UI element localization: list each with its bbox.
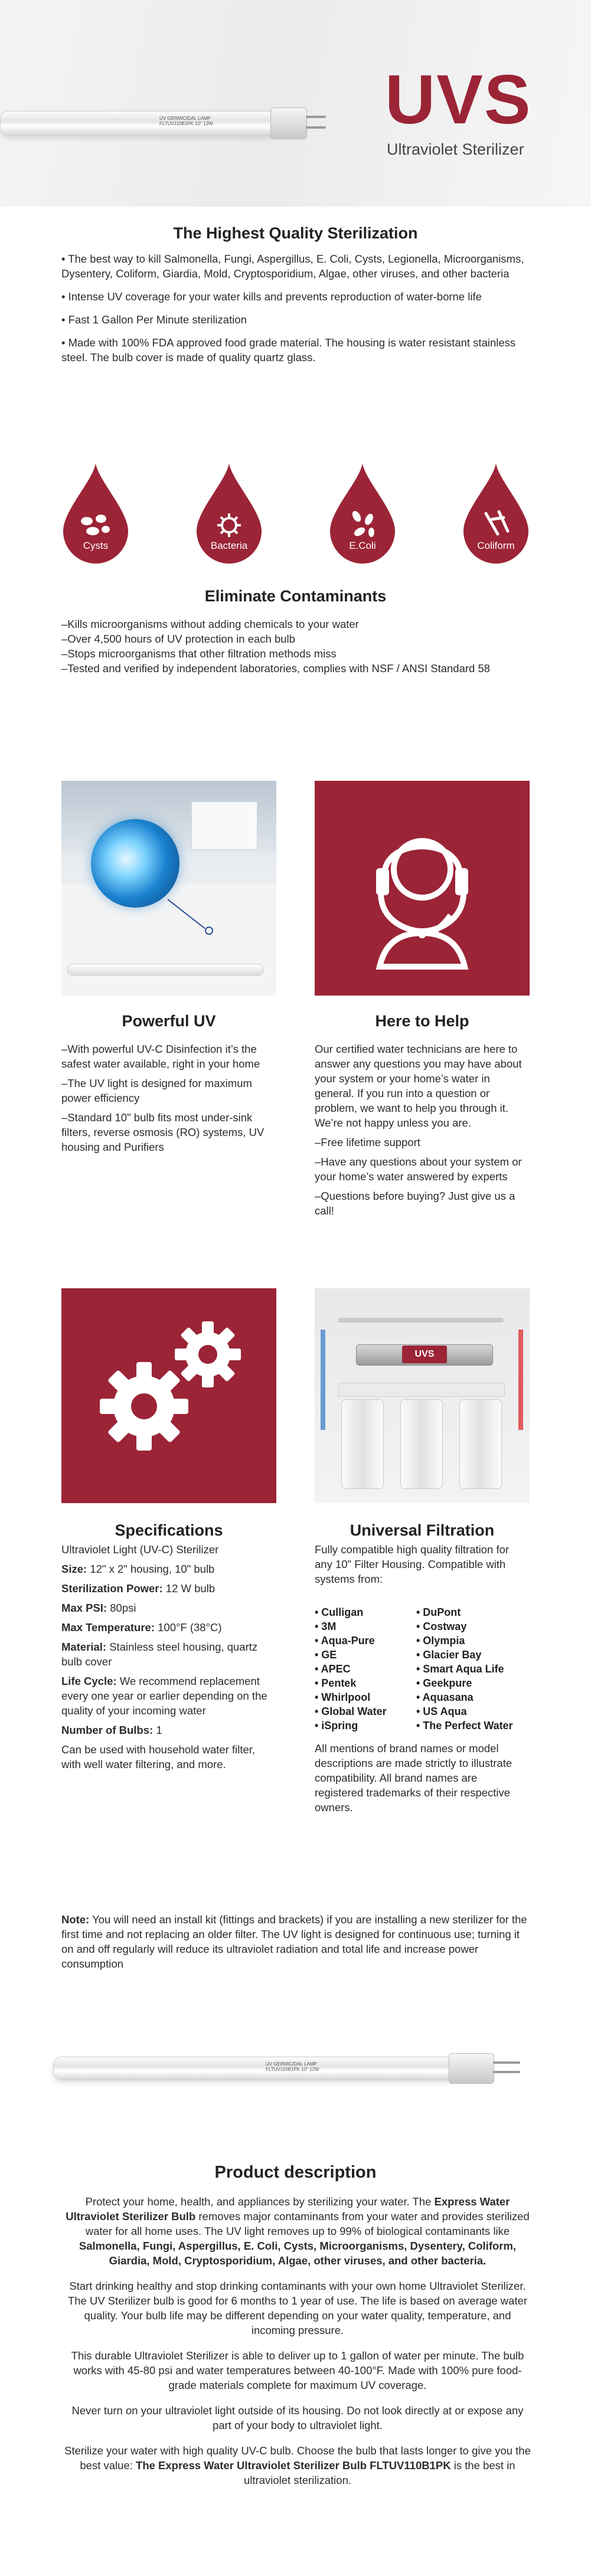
- coliform-drop: [463, 463, 528, 564]
- description-paragraph: Sterilize your water with high quality UV-C bulb. Choose the bulb that lasts longer to give you the best value: The Express Water Ultraviolet Sterilizer Bulb FLTUV110B1PK is the best in ultraviolet sterilization.: [64, 2444, 531, 2486]
- brand-item: • Smart Aqua Life: [416, 1663, 504, 1675]
- brand-item: • Olympia: [416, 1635, 465, 1647]
- here-to-help-image: [315, 781, 530, 996]
- note-text: You will need an install kit (fittings and brackets) if you are installing a new sterilizer for the first time and not replacing an older filter. The UV light is designed for continuous use; turning it on and off regularly will reduce its ultraviolet radiation and total life and increase power consumption: [61, 1913, 527, 1970]
- brand-item: • Culligan: [315, 1606, 364, 1618]
- brand-item: • Whirlpool: [315, 1691, 371, 1703]
- uv-light-lens: [91, 819, 179, 908]
- bulb-print-line-1: UV GERMICIDAL LAMP: [266, 2061, 317, 2067]
- bacteria-drop: [197, 463, 262, 564]
- logo-subtitle: Ultraviolet Sterilizer: [387, 140, 524, 158]
- gears-icon: [61, 1288, 276, 1503]
- help-line: –Free lifetime support: [315, 1136, 420, 1148]
- spec-psi: Max PSI: 80psi: [61, 1602, 136, 1614]
- powerful-line: –The UV light is designed for maximum power efficiency: [61, 1077, 252, 1104]
- brand-item: • iSpring: [315, 1720, 358, 1731]
- contaminant-line: –Tested and verified by independent laboratories, complies with NSF / ANSI Standard 58: [61, 662, 491, 675]
- brand-item: • Aquasana: [416, 1691, 474, 1703]
- specifications-image: [61, 1288, 276, 1503]
- help-line: Our certified water technicians are here to answer any questions you may have about your system or your home’s water in general. If you run into a question or problem, we want to help you through it. We’re not happy unless you are.: [315, 1043, 522, 1129]
- brand-item: • 3M: [315, 1621, 337, 1632]
- product-description-title: Product description: [214, 2163, 377, 2182]
- uv-bulb-image-2: [53, 2057, 525, 2079]
- contaminants-list: [61, 617, 522, 676]
- specifications-title: Specifications: [115, 1521, 223, 1539]
- brand-item: • US Aqua: [416, 1706, 467, 1717]
- powerful-uv-image: [61, 781, 276, 996]
- powerful-line: –Standard 10" bulb fits most under-sink filters, reverse osmosis (RO) systems, UV housing and Purifiers: [61, 1111, 265, 1153]
- brand-item: • Aqua-Pure: [315, 1635, 375, 1647]
- brand-disclaimer: All mentions of brand names or model descriptions are made strictly to illustrate compatibility. All brand names are registered trademarks of their respective owners.: [315, 1742, 512, 1814]
- ecoli-drop: [330, 463, 395, 564]
- filter-canister: [341, 1399, 384, 1489]
- universal-intro: Fully compatible high quality filtration for any 10" Filter Housing. Compatible with systems from:: [315, 1543, 510, 1585]
- universal-filtration-title: Universal Filtration: [350, 1521, 495, 1539]
- brand-item: • Global Water: [315, 1706, 387, 1717]
- uvs-logo: UVS: [385, 61, 532, 139]
- help-line: –Questions before buying? Just give us a call!: [315, 1190, 515, 1217]
- product-description: [61, 2194, 534, 2498]
- contaminant-line: –Over 4,500 hours of UV protection in each bulb: [61, 633, 295, 645]
- brand-item: • DuPont: [416, 1606, 461, 1618]
- install-note: [61, 1912, 534, 1971]
- spec-material: Material: Stainless steel housing, quartz bulb cover: [61, 1641, 258, 1668]
- uv-bulb-image: [0, 111, 328, 135]
- powerful-uv-title: Powerful UV: [122, 1012, 216, 1030]
- brand-item: • APEC: [315, 1663, 351, 1675]
- specifications-text: [61, 1542, 274, 1776]
- here-to-help-title: Here to Help: [375, 1012, 469, 1030]
- spec-bulbs: Number of Bulbs: 1: [61, 1724, 162, 1736]
- help-line: –Have any questions about your system or your home’s water answered by experts: [315, 1156, 522, 1183]
- contaminants-title: Eliminate Contaminants: [204, 587, 387, 605]
- bulb-print-line-2: FLTUV110B1PK 10" 12W: [266, 2067, 319, 2072]
- universal-filtration-image: [315, 1288, 530, 1503]
- cysts-drop: [63, 463, 128, 564]
- brand-item: • Costway: [416, 1621, 467, 1632]
- cysts-label: Cysts: [83, 540, 109, 551]
- here-to-help-text: [315, 1042, 530, 1223]
- quality-bullet: • Intense UV coverage for your water kills and prevents reproduction of water-borne life: [61, 290, 482, 303]
- spec-size: Size: 12" x 2" housing, 10" bulb: [61, 1563, 215, 1575]
- quality-bullet: • The best way to kill Salmonella, Fungi, Aspergillus, E. Coli, Cysts, Legionella, Microorganisms, Dysentery, Coliform, Giardia, Mold, Cryptosporidium, Algae, other viruses, and other bacteria: [61, 253, 524, 280]
- specs-footer: Can be used with household water filter, with well water filtering, and more.: [61, 1743, 256, 1770]
- filter-canister: [459, 1399, 502, 1489]
- description-paragraph: Never turn on your ultraviolet light outside of its housing. Do not look directly at or expose any part of your body to ultraviolet light.: [71, 2404, 524, 2431]
- coliform-label: Coliform: [477, 540, 515, 551]
- brand-item: • Glacier Bay: [416, 1649, 482, 1661]
- specs-subtitle: Ultraviolet Light (UV-C) Sterilizer: [61, 1543, 219, 1556]
- brand-item: • Geekpure: [416, 1677, 472, 1689]
- brand-item: • GE: [315, 1649, 337, 1661]
- hero-banner: [0, 0, 591, 207]
- quality-bullet: • Made with 100% FDA approved food grade material. The housing is water resistant stainless steel. The bulb cover is made of quality quartz glass.: [61, 336, 516, 364]
- description-paragraph: Start drinking healthy and stop drinking contaminants with your own home Ultraviolet Sterilizer. The UV Sterilizer bulb is good for 6 months to 1 year of use. The life is based on average water quality. Your bulb life may be different depending on your water quality, temperature, and incoming pressure.: [67, 2280, 528, 2336]
- contaminant-line: –Kills microorganisms without adding chemicals to your water: [61, 618, 359, 630]
- description-paragraph: This durable Ultraviolet Sterilizer is able to deliver up to 1 gallon of water per minute. The bulb works with 45-80 psi and water temperatures between 40-100°F. Made with 100% pure food-grade materials complete for maximum UV coverage.: [71, 2349, 524, 2391]
- brand-list-right: [416, 1605, 513, 1733]
- contaminant-line: –Stops microorganisms that other filtration methods miss: [61, 647, 337, 660]
- quality-bullets: [61, 251, 528, 373]
- brand-item: • Pentek: [315, 1677, 357, 1689]
- powerful-line: –With powerful UV-C Disinfection it’s the safest water available, right in your home: [61, 1043, 260, 1070]
- spec-life-cycle: Life Cycle: We recommend replacement every one year or earlier depending on the quality of your incoming water: [61, 1675, 267, 1717]
- ecoli-label: E.Coli: [349, 540, 376, 551]
- support-headset-icon: [315, 781, 530, 996]
- note-label: Note:: [61, 1913, 90, 1926]
- quality-bullet: • Fast 1 Gallon Per Minute sterilization: [61, 313, 247, 326]
- bacteria-label: Bacteria: [210, 540, 248, 551]
- powerful-uv-text: [61, 1042, 268, 1159]
- spec-power: Sterilization Power: 12 W bulb: [61, 1582, 215, 1595]
- description-paragraph: Protect your home, health, and appliances by sterilizing your water. The Express Water Ultraviolet Sterilizer Bulb removes major contaminants from your water and provides sterilized water for all home uses. The UV light removes up to 99% of biological contaminants like Salmonella, Fungi, Aspergillus, E. Coli, Cysts, Microorganisms, Dysentery, Coliform, Giardia, Mold, Cryptosporidium, Algae, other viruses, and other bacteria.: [66, 2195, 530, 2267]
- quality-title: The Highest Quality Sterilization: [173, 224, 418, 242]
- spec-temperature: Max Temperature: 100°F (38°C): [61, 1621, 222, 1634]
- brand-list-left: [315, 1605, 387, 1733]
- bulb-print-line-1: UV GERMICIDAL LAMP: [159, 116, 211, 121]
- brand-item: • The Perfect Water: [416, 1720, 513, 1731]
- filter-canister: [400, 1399, 443, 1489]
- uvs-unit-badge: UVS: [402, 1346, 447, 1363]
- bulb-print-line-2: FLTUV110B1PK 10" 12W: [159, 121, 213, 126]
